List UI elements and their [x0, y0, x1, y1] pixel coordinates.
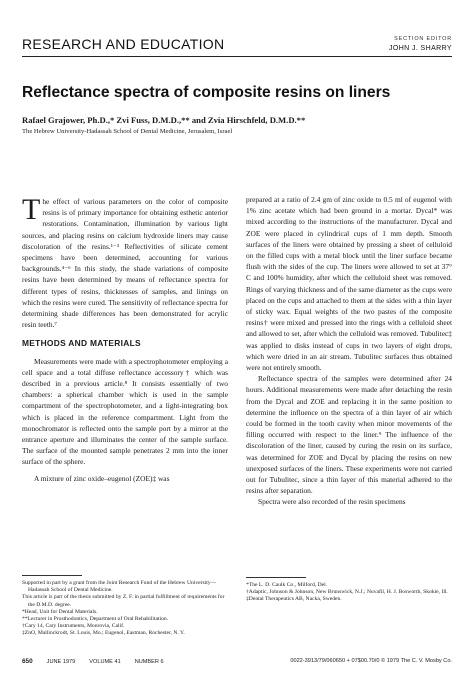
- footnote: **Lecturer in Prosthodontics, Department of Oral Rehabilitation.: [22, 616, 169, 623]
- issue-number: NUMBER 6: [134, 659, 164, 665]
- section-editor-name: JOHN J. SHARRY: [388, 45, 452, 52]
- right-paragraph-2: Reflectance spectra of the samples were determined after 24 hours. Additional measurements were made after detaching the resin from the Dycal and ZOE and replacing it in the same position to determine the influence on the spectra of a thin layer of air which could be formed in the tooth cavity when minor movements of the filling occurred with respect to the liner.⁹ The influence of the discoloration of the liner, caused by curing the resin on its surface, was determined for ZOE and Dycal by placing the resins on new unexposed surfaces of the liners. These experiments were not carried out for Tubulitec, since a thin layer of this material adhered to the resins after separation.: [246, 374, 452, 496]
- footnotes-left: [22, 575, 228, 638]
- drop-cap: T: [22, 193, 41, 226]
- section-heading-methods: METHODS AND MATERIALS: [22, 338, 141, 349]
- footnote: Supported in part by a grant from the Joint Research Fund of the Hebrew University—Hadassah School of Dental Medicine.: [22, 580, 217, 594]
- footnote-rule: [246, 577, 306, 578]
- left-column: [22, 193, 228, 484]
- right-paragraph-3: Spectra were also recorded of the resin specimens: [258, 497, 406, 507]
- intro-text: he effect of various parameters on the color of composite resins is of primary importance for obtaining esthetic anterior restorations. Contamination, illumination by various light sources, and placing resins on calcium hydroxide liners may cause discoloration of the resins.¹⁻³ Reflectivities of silicate cement specimens have been determined, accounting for various backgrounds.⁴⁻⁶ In this study, the shade variations of composite resins have been determined by means of reflectance spectra for different types of resins, thicknesses of samples, and linings on which the resins were cured. The sensitivity of reflectance spectra for determining shade differences has been demonstrated for acrylic resin teeth.⁷: [22, 197, 228, 330]
- issue-date: JUNE 1979: [46, 659, 76, 665]
- journal-section-heading: RESEARCH AND EDUCATION: [22, 36, 225, 52]
- page-footer-left: [22, 658, 178, 665]
- footnote: †Cary 14, Cary Instruments, Monrovia, Calif.: [22, 623, 125, 630]
- footnote: ‡ZnO, Mallinckrodt, St. Louis, Mo.; Eugenol, Eastman, Rochester, N. Y.: [22, 630, 185, 637]
- methods-paragraph-2: A mixture of zinc oxide–eugenol (ZOE)‡ was: [34, 473, 170, 483]
- intro-paragraph: [22, 193, 228, 330]
- footnote: *Head, Unit for Dental Materials.: [22, 608, 98, 615]
- footnote: †Adaptic, Johnson & Johnson, New Brunswick, N.J.; Nuvafil, H. J. Bosworth, Skokie, Ill.: [246, 589, 448, 596]
- article-title: Reflectance spectra of composite resins on liners: [22, 84, 391, 101]
- article-authors: Rafael Grajower, Ph.D.,* Zvi Fuss, D.M.D.,** and Zvia Hirschfeld, D.M.D.**: [22, 115, 306, 125]
- article-affiliation: The Hebrew University-Hadassah School of Dental Medicine, Jerusalem, Israel: [22, 128, 233, 135]
- right-paragraph-1: prepared at a ratio of 2.4 gm of zinc oxide to 0.5 ml of eugenol with 1% zinc acetate which had been ground in a mortar. Dycal* was mixed according to the instructions of the manufacturer. Dycal and ZOE were placed in cylindrical cups of 1 mm depth. Smooth surfaces of the liners were obtained by pressing a sheet of celluloid on the filled cups with a metal block until the liner surface became flush with the sides of the cup. The liners were allowed to set at 37° C and 100% humidity, after which the celluloid sheet was removed. Rings of varying thickness and of the same diameter as the cups were placed on the cups and attached to them at the sides with a thin layer of sticky wax. Equal weights of the two pastes of the composite resins† were mixed and pressed into the rings with a celluloid sheet and allowed to set, after which the celluloid was removed. Tubulitec‡ was applied to disks instead of cups in two layers of eight drops, which were dried in an air stream. Tubulitec surfaces thus obtained were not entirely smooth.: [246, 195, 452, 373]
- footnote: *The L. D. Caulk Co., Milford, Del.: [246, 582, 328, 588]
- section-editor-label: SECTION EDITOR: [394, 36, 452, 42]
- methods-paragraph-1: Measurements were made with a spectrophotometer employing a cell space and a total diffuse reflectance accessory† which was described in a previous article.⁸ It consists essentially of two chambers: a spherical chamber which is used in the sample compartment of the spectrophotometer, and a light-integrating box which is placed in the reference compartment. Light from the monochromator is reflected onto the sample port by a mirror at the entrance aperture and illuminates the center of the sample surface. The surface of the mounted sample penetrates 2 mm into the inner surface of the sphere.: [22, 356, 228, 467]
- copyright-line: 0022-3913/79/060650 + 07$00.70/0 © 1979 The C. V. Mosby Co.: [290, 658, 452, 664]
- footnote: ‡Dental Therapeutics AB, Nacka, Sweden.: [246, 596, 342, 603]
- footnote-rule: [22, 575, 82, 576]
- right-column: [246, 194, 452, 508]
- footnotes-right: [246, 577, 452, 604]
- footnote: This article is part of the thesis submitted by Z. F. in partial fulfillment of requirements for the D.M.D. degree.: [22, 594, 225, 608]
- volume-label: VOLUME 41: [89, 659, 121, 665]
- page-number: 650: [22, 658, 33, 665]
- header-rule: [22, 56, 452, 57]
